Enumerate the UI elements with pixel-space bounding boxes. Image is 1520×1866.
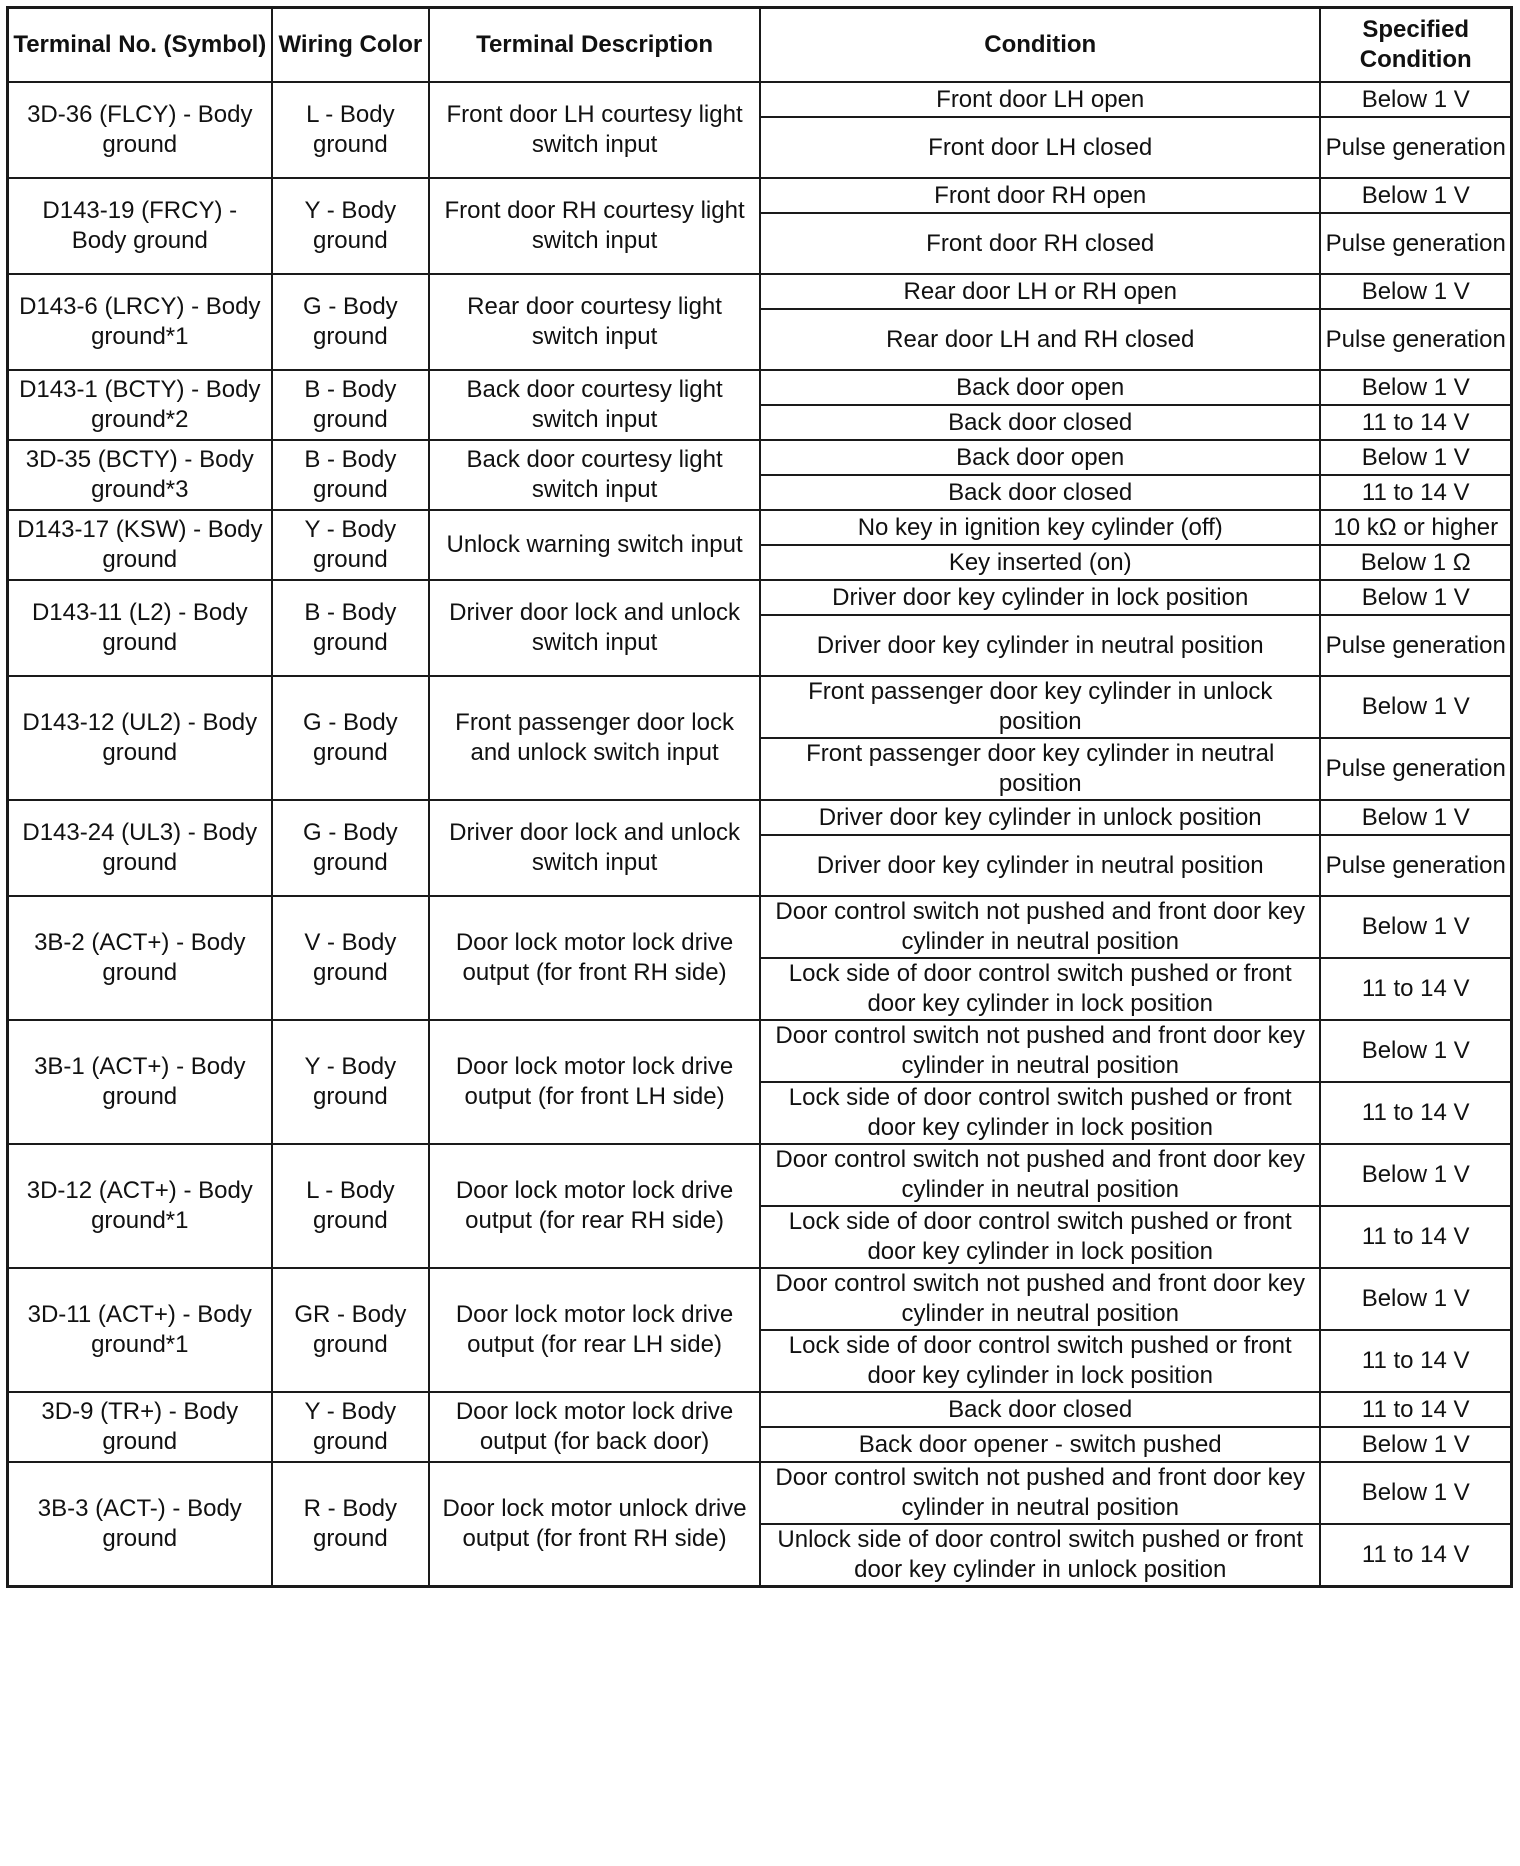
specified-condition-cell: 11 to 14 V — [1320, 1392, 1511, 1427]
specified-condition-cell: Below 1 V — [1320, 82, 1511, 117]
condition-cell: Back door closed — [760, 475, 1320, 510]
specified-condition-cell: Below 1 V — [1320, 896, 1511, 958]
description-cell: Door lock motor lock drive output (for rear RH side) — [429, 1144, 760, 1268]
description-cell: Door lock motor lock drive output (for back door) — [429, 1392, 760, 1462]
table-row — [8, 1462, 1512, 1524]
header-specified-condition: Specified Condition — [1320, 8, 1511, 83]
wiring-color-cell: L - Body ground — [272, 1144, 430, 1268]
wiring-color-cell: G - Body ground — [272, 676, 430, 800]
table-row — [8, 676, 1512, 738]
condition-cell: Lock side of door control switch pushed or front door key cylinder in lock position — [760, 1082, 1320, 1144]
header-terminal-description: Terminal Description — [429, 8, 760, 83]
description-cell: Back door courtesy light switch input — [429, 370, 760, 440]
terminal-cell: 3D-12 (ACT+) - Body ground*1 — [8, 1144, 272, 1268]
condition-cell: Front door LH open — [760, 82, 1320, 117]
condition-cell: Door control switch not pushed and front door key cylinder in neutral position — [760, 1144, 1320, 1206]
condition-cell: Front door LH closed — [760, 117, 1320, 178]
table-row — [8, 800, 1512, 835]
specified-condition-cell: Below 1 V — [1320, 800, 1511, 835]
specified-condition-cell: Pulse generation — [1320, 213, 1511, 274]
description-cell: Unlock warning switch input — [429, 510, 760, 580]
specified-condition-cell: Below 1 V — [1320, 1020, 1511, 1082]
terminal-cell: D143-11 (L2) - Body ground — [8, 580, 272, 676]
specified-condition-cell: 11 to 14 V — [1320, 1330, 1511, 1392]
condition-cell: Door control switch not pushed and front door key cylinder in neutral position — [760, 1462, 1320, 1524]
wiring-color-cell: B - Body ground — [272, 580, 430, 676]
specified-condition-cell: 11 to 14 V — [1320, 1524, 1511, 1587]
specified-condition-cell: Below 1 V — [1320, 676, 1511, 738]
terminal-cell: D143-1 (BCTY) - Body ground*2 — [8, 370, 272, 440]
terminal-cell: 3D-11 (ACT+) - Body ground*1 — [8, 1268, 272, 1392]
condition-cell: Key inserted (on) — [760, 545, 1320, 580]
wiring-color-cell: Y - Body ground — [272, 510, 430, 580]
wiring-color-cell: Y - Body ground — [272, 1020, 430, 1144]
specified-condition-cell: Below 1 V — [1320, 370, 1511, 405]
wiring-color-cell: B - Body ground — [272, 440, 430, 510]
terminal-cell: D143-6 (LRCY) - Body ground*1 — [8, 274, 272, 370]
specified-condition-cell: 11 to 14 V — [1320, 1082, 1511, 1144]
condition-cell: Lock side of door control switch pushed or front door key cylinder in lock position — [760, 1206, 1320, 1268]
specified-condition-cell: Pulse generation — [1320, 615, 1511, 676]
specified-condition-cell: Below 1 V — [1320, 1144, 1511, 1206]
terminal-cell: D143-12 (UL2) - Body ground — [8, 676, 272, 800]
description-cell: Door lock motor lock drive output (for front RH side) — [429, 896, 760, 1020]
terminal-cell: 3B-1 (ACT+) - Body ground — [8, 1020, 272, 1144]
wiring-color-cell: Y - Body ground — [272, 178, 430, 274]
wiring-color-cell: Y - Body ground — [272, 1392, 430, 1462]
terminal-cell: D143-19 (FRCY) - Body ground — [8, 178, 272, 274]
terminal-cell: D143-17 (KSW) - Body ground — [8, 510, 272, 580]
specified-condition-cell: Pulse generation — [1320, 835, 1511, 896]
table-row — [8, 1020, 1512, 1082]
condition-cell: Front door RH closed — [760, 213, 1320, 274]
table-row — [8, 274, 1512, 309]
header-row — [8, 8, 1512, 83]
wiring-color-cell: R - Body ground — [272, 1462, 430, 1587]
terminal-cell: D143-24 (UL3) - Body ground — [8, 800, 272, 896]
terminal-cell: 3D-36 (FLCY) - Body ground — [8, 82, 272, 178]
condition-cell: Back door open — [760, 440, 1320, 475]
table-row — [8, 82, 1512, 117]
table-row — [8, 440, 1512, 475]
table-header — [8, 8, 1512, 83]
table-row — [8, 1144, 1512, 1206]
specified-condition-cell: Below 1 Ω — [1320, 545, 1511, 580]
table-row — [8, 178, 1512, 213]
condition-cell: Door control switch not pushed and front door key cylinder in neutral position — [760, 896, 1320, 958]
description-cell: Door lock motor lock drive output (for rear LH side) — [429, 1268, 760, 1392]
condition-cell: Door control switch not pushed and front door key cylinder in neutral position — [760, 1020, 1320, 1082]
wiring-color-cell: GR - Body ground — [272, 1268, 430, 1392]
specified-condition-cell: Pulse generation — [1320, 738, 1511, 800]
condition-cell: Lock side of door control switch pushed or front door key cylinder in lock position — [760, 958, 1320, 1020]
specified-condition-cell: Below 1 V — [1320, 178, 1511, 213]
description-cell: Front passenger door lock and unlock switch input — [429, 676, 760, 800]
description-cell: Driver door lock and unlock switch input — [429, 580, 760, 676]
wiring-color-cell: V - Body ground — [272, 896, 430, 1020]
condition-cell: Rear door LH and RH closed — [760, 309, 1320, 370]
condition-cell: Door control switch not pushed and front door key cylinder in neutral position — [760, 1268, 1320, 1330]
specified-condition-cell: Pulse generation — [1320, 309, 1511, 370]
specified-condition-cell: Below 1 V — [1320, 1268, 1511, 1330]
specified-condition-cell: 11 to 14 V — [1320, 405, 1511, 440]
terminal-cell: 3D-9 (TR+) - Body ground — [8, 1392, 272, 1462]
condition-cell: Back door closed — [760, 405, 1320, 440]
condition-cell: Driver door key cylinder in unlock position — [760, 800, 1320, 835]
specified-condition-cell: Below 1 V — [1320, 274, 1511, 309]
description-cell: Driver door lock and unlock switch input — [429, 800, 760, 896]
condition-cell: Driver door key cylinder in lock position — [760, 580, 1320, 615]
description-cell: Rear door courtesy light switch input — [429, 274, 760, 370]
condition-cell: No key in ignition key cylinder (off) — [760, 510, 1320, 545]
wiring-color-cell: L - Body ground — [272, 82, 430, 178]
header-wiring-color: Wiring Color — [272, 8, 430, 83]
specified-condition-cell: 11 to 14 V — [1320, 1206, 1511, 1268]
description-cell: Door lock motor unlock drive output (for front RH side) — [429, 1462, 760, 1587]
condition-cell: Front passenger door key cylinder in unlock position — [760, 676, 1320, 738]
header-condition: Condition — [760, 8, 1320, 83]
condition-cell: Front passenger door key cylinder in neutral position — [760, 738, 1320, 800]
table-body — [8, 82, 1512, 1587]
specified-condition-cell: 10 kΩ or higher — [1320, 510, 1511, 545]
description-cell: Front door LH courtesy light switch input — [429, 82, 760, 178]
table-row — [8, 1392, 1512, 1427]
wiring-color-cell: G - Body ground — [272, 274, 430, 370]
description-cell: Door lock motor lock drive output (for front LH side) — [429, 1020, 760, 1144]
condition-cell: Front door RH open — [760, 178, 1320, 213]
table-row — [8, 370, 1512, 405]
terminal-cell: 3B-2 (ACT+) - Body ground — [8, 896, 272, 1020]
terminal-cell: 3B-3 (ACT-) - Body ground — [8, 1462, 272, 1587]
wiring-color-cell: B - Body ground — [272, 370, 430, 440]
specified-condition-cell: Below 1 V — [1320, 1462, 1511, 1524]
header-terminal: Terminal No. (Symbol) — [8, 8, 272, 83]
description-cell: Back door courtesy light switch input — [429, 440, 760, 510]
condition-cell: Back door opener - switch pushed — [760, 1427, 1320, 1462]
condition-cell: Back door open — [760, 370, 1320, 405]
specified-condition-cell: Below 1 V — [1320, 580, 1511, 615]
condition-cell: Lock side of door control switch pushed or front door key cylinder in lock position — [760, 1330, 1320, 1392]
terminal-cell: 3D-35 (BCTY) - Body ground*3 — [8, 440, 272, 510]
table-row — [8, 510, 1512, 545]
condition-cell: Driver door key cylinder in neutral position — [760, 615, 1320, 676]
table-row — [8, 1268, 1512, 1330]
description-cell: Front door RH courtesy light switch input — [429, 178, 760, 274]
wiring-color-cell: G - Body ground — [272, 800, 430, 896]
condition-cell: Unlock side of door control switch pushed or front door key cylinder in unlock position — [760, 1524, 1320, 1587]
condition-cell: Rear door LH or RH open — [760, 274, 1320, 309]
specified-condition-cell: Pulse generation — [1320, 117, 1511, 178]
specified-condition-cell: Below 1 V — [1320, 440, 1511, 475]
specified-condition-cell: Below 1 V — [1320, 1427, 1511, 1462]
terminal-spec-table — [6, 6, 1513, 1588]
condition-cell: Driver door key cylinder in neutral position — [760, 835, 1320, 896]
table-row — [8, 896, 1512, 958]
specified-condition-cell: 11 to 14 V — [1320, 958, 1511, 1020]
specified-condition-cell: 11 to 14 V — [1320, 475, 1511, 510]
condition-cell: Back door closed — [760, 1392, 1320, 1427]
table-row — [8, 580, 1512, 615]
